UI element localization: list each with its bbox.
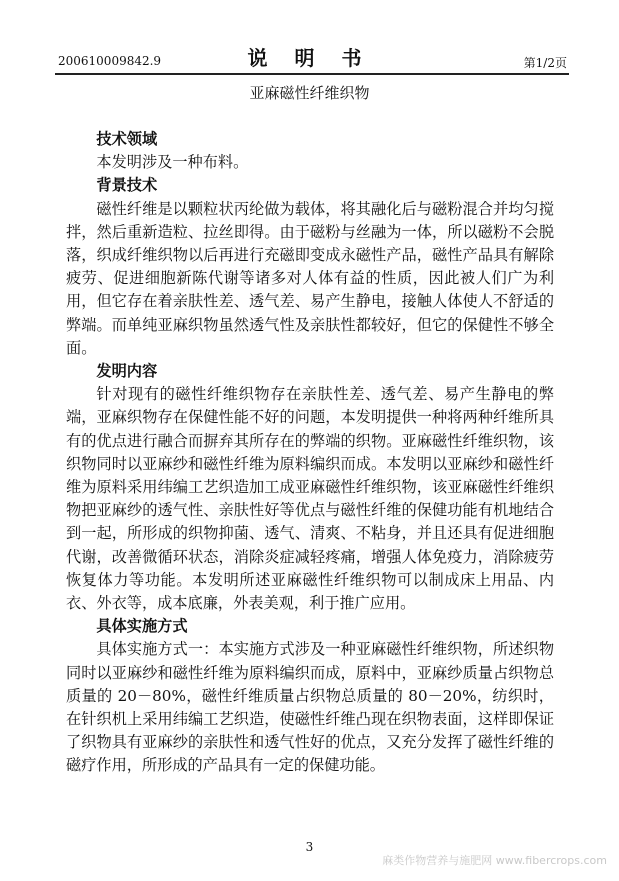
section-heading: 发明内容 xyxy=(96,362,158,381)
section-paragraph: 具体实施方式一：本实施方式涉及一种亚麻磁性纤维织物，所述织物同时以亚麻纱和磁性纤维为原料编织而成，原料中，亚麻纱质量占织物总质量的 20－80%，磁性纤维质量占织物总质量的 80－20%，纺织时，在针织机上采用纬编工艺织造，使磁性纤维凸现在织物表面，这样即保证了织物具有亚麻纱的亲肤性和透气性好的优点，又充分发挥了磁性纤维的磁疗作用，所形成的产品具有一定的保健功能。 xyxy=(66,640,554,775)
section-background xyxy=(66,174,554,360)
watermark: 麻类作物营养与施肥网 www.fibercrops.com xyxy=(382,854,607,867)
page-number: 3 xyxy=(305,840,314,854)
header-divider xyxy=(55,73,569,75)
section-heading: 具体实施方式 xyxy=(96,617,188,636)
document-number: 200610009842.9 xyxy=(58,54,162,68)
section-embodiment xyxy=(66,615,554,777)
section-heading: 技术领域 xyxy=(96,130,158,148)
section-paragraph: 磁性纤维是以颗粒状丙纶做为载体，将其融化后与磁粉混合并均匀搅拌，然后重新造粒、拉丝即得。由于磁粉与丝融为一体，所以磁粉不会脱落，织成纤维织物以后再进行充磁即变成永磁性产品，磁性产品具有解除疲劳、促进细胞新陈代谢等诸多对人体有益的性质，因此被人们广为利用，但它存在着亲肤性差、透气差、易产生静电，接触人体使人不舒适的弊端。而单纯亚麻织物虽然透气性及亲肤性都较好，但它的保健性不够全面。 xyxy=(66,199,554,357)
document-header xyxy=(0,40,619,70)
section-invention-content xyxy=(66,360,554,615)
section-technical-field xyxy=(66,128,554,174)
document-type-title: 说 明 书 xyxy=(247,46,372,70)
section-paragraph: 针对现有的磁性纤维织物存在亲肤性差、透气差、易产生静电的弊端，亚麻织物存在保健性能不好的问题，本发明提供一种将两种纤维所具有的优点进行融合而摒弃其所存在的弊端的织物。亚麻磁性纤维织物，该织物同时以亚麻纱和磁性纤维为原料编织而成。本发明以亚麻纱和磁性纤维为原料采用纬编工艺织造加工成亚麻磁性纤维织物，该亚麻磁性纤维织物把亚麻纱的透气性、亲肤性好等优点与磁性纤维的保健功能有机地结合到一起，所形成的织物抑菌、透气、清爽、不粘身，并且还具有促进细胞代谢，改善微循环状态，消除炎症减轻疼痛，增强人体免疫力，消除疲劳恢复体力等功能。本发明所述亚麻磁性纤维织物可以制成床上用品、内衣、外衣等，成本底廉，外表美观，利于推广应用。 xyxy=(66,385,554,613)
document-title: 亚麻磁性纤维织物 xyxy=(249,84,370,102)
section-heading: 背景技术 xyxy=(96,176,158,195)
section-paragraph: 本发明涉及一种布料。 xyxy=(96,153,249,172)
document-body xyxy=(66,128,554,778)
page-info: 第1/2页 xyxy=(523,56,567,70)
